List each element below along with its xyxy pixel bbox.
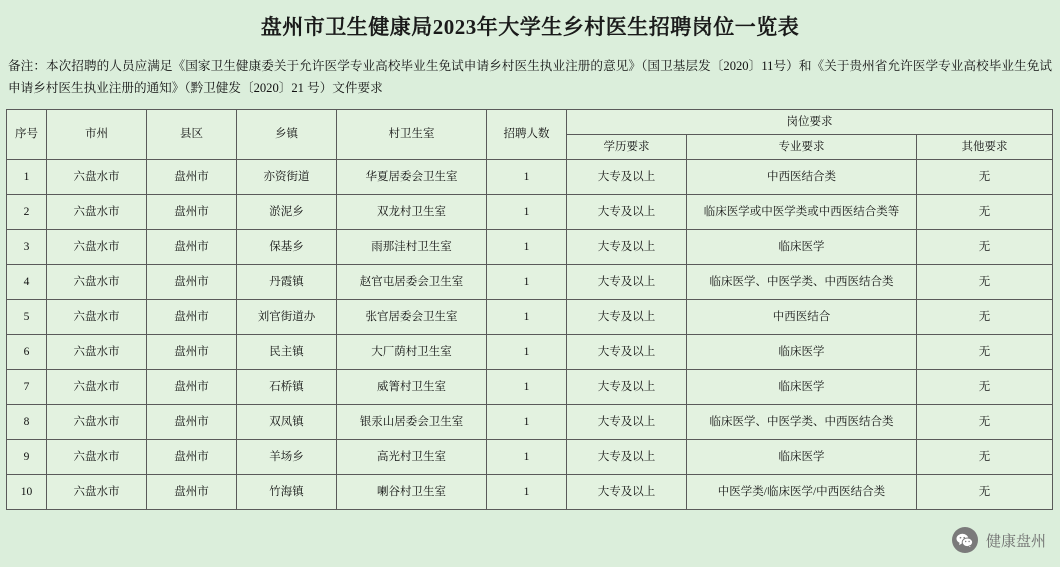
watermark bbox=[952, 527, 1046, 553]
cell-town: 竹海镇 bbox=[237, 475, 337, 510]
cell-city: 六盘水市 bbox=[47, 300, 147, 335]
table-row bbox=[7, 475, 1053, 510]
cell-num: 1 bbox=[487, 370, 567, 405]
job-table-container bbox=[6, 109, 1054, 510]
note-paragraph: 备注：本次招聘的人员应满足《国家卫生健康委关于允许医学专业高校毕业生免试申请乡村医生执业注册的意见》（国卫基层发〔2020〕11号）和《关于贵州省允许医学专业高校毕业生免试申请乡村医生执业注册的通知》（黔卫健发〔2020〕21 号）文件要求 bbox=[8, 59, 1052, 96]
table-row bbox=[7, 335, 1053, 370]
table-row bbox=[7, 160, 1053, 195]
cell-other: 无 bbox=[917, 335, 1053, 370]
cell-major: 临床医学、中医学类、中西医结合类 bbox=[687, 265, 917, 300]
cell-major: 临床医学 bbox=[687, 370, 917, 405]
table-header-row-1 bbox=[7, 110, 1053, 135]
cell-county: 盘州市 bbox=[147, 160, 237, 195]
cell-county: 盘州市 bbox=[147, 300, 237, 335]
col-header-major: 专业要求 bbox=[687, 135, 917, 160]
cell-town: 亦资街道 bbox=[237, 160, 337, 195]
cell-town: 双凤镇 bbox=[237, 405, 337, 440]
cell-county: 盘州市 bbox=[147, 265, 237, 300]
cell-town: 民主镇 bbox=[237, 335, 337, 370]
cell-major: 中西医结合 bbox=[687, 300, 917, 335]
col-header-county: 县区 bbox=[147, 110, 237, 160]
col-header-num: 招聘人数 bbox=[487, 110, 567, 160]
cell-major: 临床医学、中医学类、中西医结合类 bbox=[687, 405, 917, 440]
cell-num: 1 bbox=[487, 230, 567, 265]
cell-other: 无 bbox=[917, 475, 1053, 510]
cell-num: 1 bbox=[487, 335, 567, 370]
cell-other: 无 bbox=[917, 440, 1053, 475]
cell-edu: 大专及以上 bbox=[567, 160, 687, 195]
cell-num: 1 bbox=[487, 300, 567, 335]
cell-city: 六盘水市 bbox=[47, 265, 147, 300]
table-row bbox=[7, 405, 1053, 440]
wechat-official-account-icon bbox=[952, 527, 978, 553]
cell-num: 1 bbox=[487, 475, 567, 510]
table-row bbox=[7, 265, 1053, 300]
cell-seq: 8 bbox=[7, 405, 47, 440]
table-header bbox=[7, 110, 1053, 160]
cell-edu: 大专及以上 bbox=[567, 475, 687, 510]
cell-num: 1 bbox=[487, 195, 567, 230]
cell-major: 临床医学 bbox=[687, 230, 917, 265]
cell-clinic: 双龙村卫生室 bbox=[337, 195, 487, 230]
cell-city: 六盘水市 bbox=[47, 370, 147, 405]
cell-major: 临床医学或中医学类或中西医结合类等 bbox=[687, 195, 917, 230]
cell-clinic: 张官居委会卫生室 bbox=[337, 300, 487, 335]
cell-clinic: 华夏居委会卫生室 bbox=[337, 160, 487, 195]
cell-clinic: 威箐村卫生室 bbox=[337, 370, 487, 405]
cell-town: 淤泥乡 bbox=[237, 195, 337, 230]
cell-county: 盘州市 bbox=[147, 335, 237, 370]
cell-city: 六盘水市 bbox=[47, 160, 147, 195]
cell-county: 盘州市 bbox=[147, 195, 237, 230]
cell-other: 无 bbox=[917, 230, 1053, 265]
table-row bbox=[7, 370, 1053, 405]
col-header-seq: 序号 bbox=[7, 110, 47, 160]
cell-seq: 5 bbox=[7, 300, 47, 335]
col-header-clinic: 村卫生室 bbox=[337, 110, 487, 160]
cell-seq: 10 bbox=[7, 475, 47, 510]
cell-num: 1 bbox=[487, 265, 567, 300]
cell-town: 刘官街道办 bbox=[237, 300, 337, 335]
table-body bbox=[7, 160, 1053, 510]
job-table bbox=[6, 109, 1053, 510]
cell-city: 六盘水市 bbox=[47, 475, 147, 510]
cell-seq: 4 bbox=[7, 265, 47, 300]
col-header-city: 市州 bbox=[47, 110, 147, 160]
cell-other: 无 bbox=[917, 405, 1053, 440]
cell-edu: 大专及以上 bbox=[567, 230, 687, 265]
cell-seq: 6 bbox=[7, 335, 47, 370]
cell-num: 1 bbox=[487, 405, 567, 440]
table-row bbox=[7, 195, 1053, 230]
cell-major: 中西医结合类 bbox=[687, 160, 917, 195]
cell-edu: 大专及以上 bbox=[567, 300, 687, 335]
cell-major: 临床医学 bbox=[687, 335, 917, 370]
cell-edu: 大专及以上 bbox=[567, 265, 687, 300]
cell-county: 盘州市 bbox=[147, 475, 237, 510]
cell-clinic: 赵官屯居委会卫生室 bbox=[337, 265, 487, 300]
cell-county: 盘州市 bbox=[147, 230, 237, 265]
cell-seq: 3 bbox=[7, 230, 47, 265]
page-bottom-edge bbox=[0, 559, 1060, 567]
cell-edu: 大专及以上 bbox=[567, 440, 687, 475]
page-title: 盘州市卫生健康局2023年大学生乡村医生招聘岗位一览表 bbox=[260, 15, 800, 39]
cell-other: 无 bbox=[917, 195, 1053, 230]
col-header-edu: 学历要求 bbox=[567, 135, 687, 160]
cell-city: 六盘水市 bbox=[47, 335, 147, 370]
cell-town: 石桥镇 bbox=[237, 370, 337, 405]
cell-clinic: 高光村卫生室 bbox=[337, 440, 487, 475]
cell-county: 盘州市 bbox=[147, 440, 237, 475]
cell-county: 盘州市 bbox=[147, 405, 237, 440]
cell-other: 无 bbox=[917, 300, 1053, 335]
cell-city: 六盘水市 bbox=[47, 405, 147, 440]
cell-town: 羊场乡 bbox=[237, 440, 337, 475]
col-header-town: 乡镇 bbox=[237, 110, 337, 160]
cell-clinic: 喇谷村卫生室 bbox=[337, 475, 487, 510]
watermark-label: 健康盘州 bbox=[985, 532, 1046, 550]
cell-num: 1 bbox=[487, 440, 567, 475]
cell-clinic: 雨那洼村卫生室 bbox=[337, 230, 487, 265]
cell-seq: 7 bbox=[7, 370, 47, 405]
table-row bbox=[7, 300, 1053, 335]
cell-clinic: 大厂荫村卫生室 bbox=[337, 335, 487, 370]
cell-county: 盘州市 bbox=[147, 370, 237, 405]
col-header-requirements: 岗位要求 bbox=[567, 110, 1053, 135]
cell-other: 无 bbox=[917, 265, 1053, 300]
table-row bbox=[7, 230, 1053, 265]
cell-edu: 大专及以上 bbox=[567, 405, 687, 440]
cell-edu: 大专及以上 bbox=[567, 335, 687, 370]
cell-num: 1 bbox=[487, 160, 567, 195]
cell-city: 六盘水市 bbox=[47, 440, 147, 475]
cell-major: 临床医学 bbox=[687, 440, 917, 475]
cell-town: 保基乡 bbox=[237, 230, 337, 265]
col-header-other: 其他要求 bbox=[917, 135, 1053, 160]
cell-city: 六盘水市 bbox=[47, 230, 147, 265]
table-row bbox=[7, 440, 1053, 475]
cell-other: 无 bbox=[917, 160, 1053, 195]
cell-other: 无 bbox=[917, 370, 1053, 405]
cell-edu: 大专及以上 bbox=[567, 195, 687, 230]
cell-seq: 2 bbox=[7, 195, 47, 230]
cell-clinic: 银汞山居委会卫生室 bbox=[337, 405, 487, 440]
cell-city: 六盘水市 bbox=[47, 195, 147, 230]
cell-edu: 大专及以上 bbox=[567, 370, 687, 405]
cell-seq: 1 bbox=[7, 160, 47, 195]
cell-town: 丹霞镇 bbox=[237, 265, 337, 300]
cell-major: 中医学类/临床医学/中西医结合类 bbox=[687, 475, 917, 510]
cell-seq: 9 bbox=[7, 440, 47, 475]
